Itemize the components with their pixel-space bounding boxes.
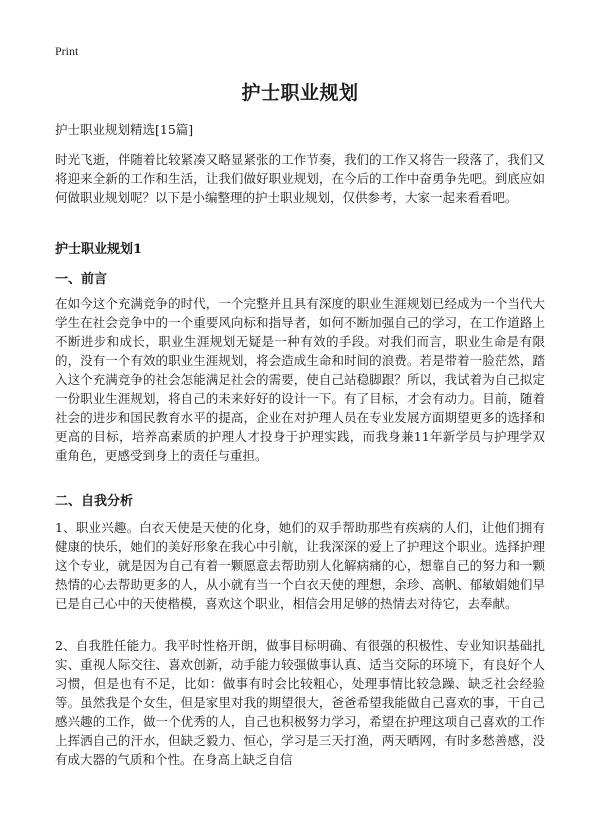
competence-paragraph: 2、自我胜任能力。我平时性格开朗，做事目标明确、有很强的积极性、专业知识基础扎实、重视人际交往、喜欢创新，动手能力较强做事认真、适当交际的环境下，有良好个人习惯，但是也有不足，比如：做事有时会比较粗心，处理事情比较急躁、缺乏社会经验等。虽然我是个女生，但是家里对我的期望很大，爸爸希望我能做自己喜欢的事，干自己感兴趣的工作，做一个优秀的人，自己也积极努力学习，希望在护理这项自己喜欢的工作上挥洒自己的汗水，但缺乏毅力、恒心，学习是三天打渔，两天晒网，有时多愁善感，没有成大器的气质和个性。在身高上缺乏自信: [55, 638, 545, 767]
interest-paragraph: 1、职业兴趣。白衣天使是天使的化身，她们的双手帮助那些有疾病的人们，让他们拥有健康的快乐，她们的美好形象在我心中引航，让我深深的爱上了护理这个职业。选择护理这个专业，就是因为自己有着一颗愿意去帮助别人化解病痛的心，想靠自己的努力和一颗热情的心去帮助更多的人，从小就有当一个白衣天使的理想，余珍、高帆、郁敏娟她们早已是自己心中的天使楷模，喜欢这个职业，相信会用足够的热情去对待它，去奉献。: [55, 520, 545, 611]
document-subtitle: 护士职业规划精选[15篇]: [55, 122, 194, 137]
print-link[interactable]: Print: [55, 44, 79, 58]
foreword-paragraph: 在如今这个充满竞争的时代，一个完整并且具有深度的职业生涯规划已经成为一个当代大学生在社会竞争中的一个重要风向标和指导者，如何不断加强自己的学习，在工作道路上不断进步和成长，职业生涯规划无疑是一种有效的手段。对我们而言，职业生命是有限的，没有一个有效的职业生涯规划，将会造成生命和时间的浪费。若是带着一脸茫然，踏入这个充满竞争的社会怎能满足社会的需要，使自己站稳脚跟？所以，我试着为自己拟定一份职业生涯规划，将自己的未来好好的设计一下。有了目标，才会有动力。目前，随着社会的进步和国民教育水平的提高，企业在对护理人员在专业发展方面期望更多的选择和更高的目标，培养高素质的护理人才投身于护理实践，而我身兼11年新学员与护理学双重角色，更感受到身上的责任与重担。: [55, 296, 545, 463]
foreword-heading: 一、前言: [55, 272, 108, 287]
document-title: 护士职业规划: [241, 82, 359, 104]
section-heading: 护士职业规划1: [55, 242, 143, 257]
intro-paragraph: 时光飞逝，伴随着比较紧凑又略显紧张的工作节奏，我们的工作又将告一段落了，我们又将迎来全新的工作和生活，让我们做好职业规划，在今后的工作中奋勇争先吧。到底应如何做职业规划呢？以下是小编整理的护士职业规划，仅供参考，大家一起来看看吧。: [55, 152, 545, 205]
self-analysis-heading: 二、自我分析: [55, 494, 134, 509]
